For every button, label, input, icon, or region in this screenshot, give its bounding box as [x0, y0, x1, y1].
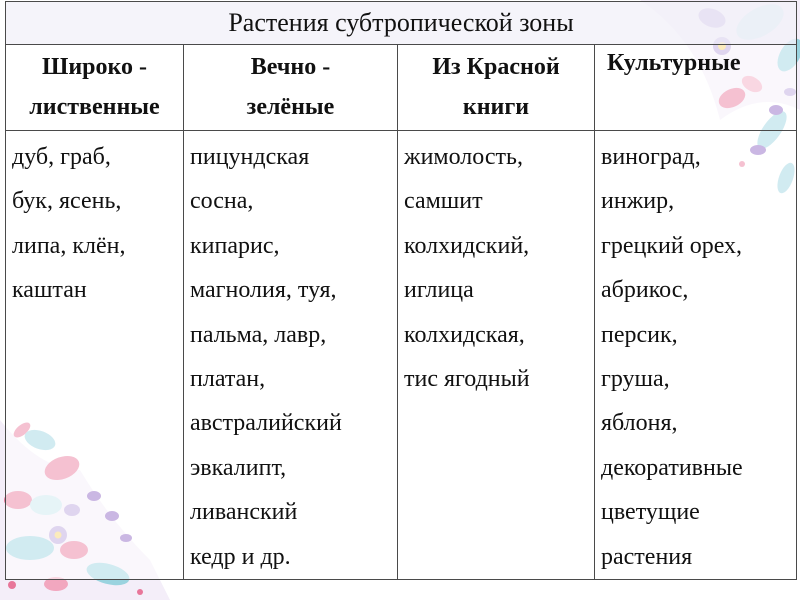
- column-broadleaf-plants: дуб, граб, бук, ясень, липа, клён, каштан: [6, 131, 184, 580]
- header-evergreen: Вечно - зелёные: [184, 45, 398, 131]
- title-row: [6, 2, 797, 45]
- header-row: [6, 45, 797, 131]
- body-row: [6, 131, 797, 580]
- column-evergreen-plants: пицундская сосна, кипарис, магнолия, туя, пальма, лавр, платан, австралийский эвкалипт, ливанский кедр и др.: [184, 131, 398, 580]
- table-title: Растения субтропической зоны: [6, 2, 797, 45]
- column-red-book-plants: жимолость, самшит колхидский, иглица колхидская, тис ягодный: [398, 131, 595, 580]
- header-cultivated: Культурные: [595, 45, 797, 131]
- column-cultivated-plants: виноград, инжир, грецкий орех, абрикос, персик, груша, яблоня, декоративные цветущие растения: [595, 131, 797, 580]
- plants-table: [5, 1, 797, 580]
- header-broadleaf: Широко - лиственные: [6, 45, 184, 131]
- header-red-book: Из Красной книги: [398, 45, 595, 131]
